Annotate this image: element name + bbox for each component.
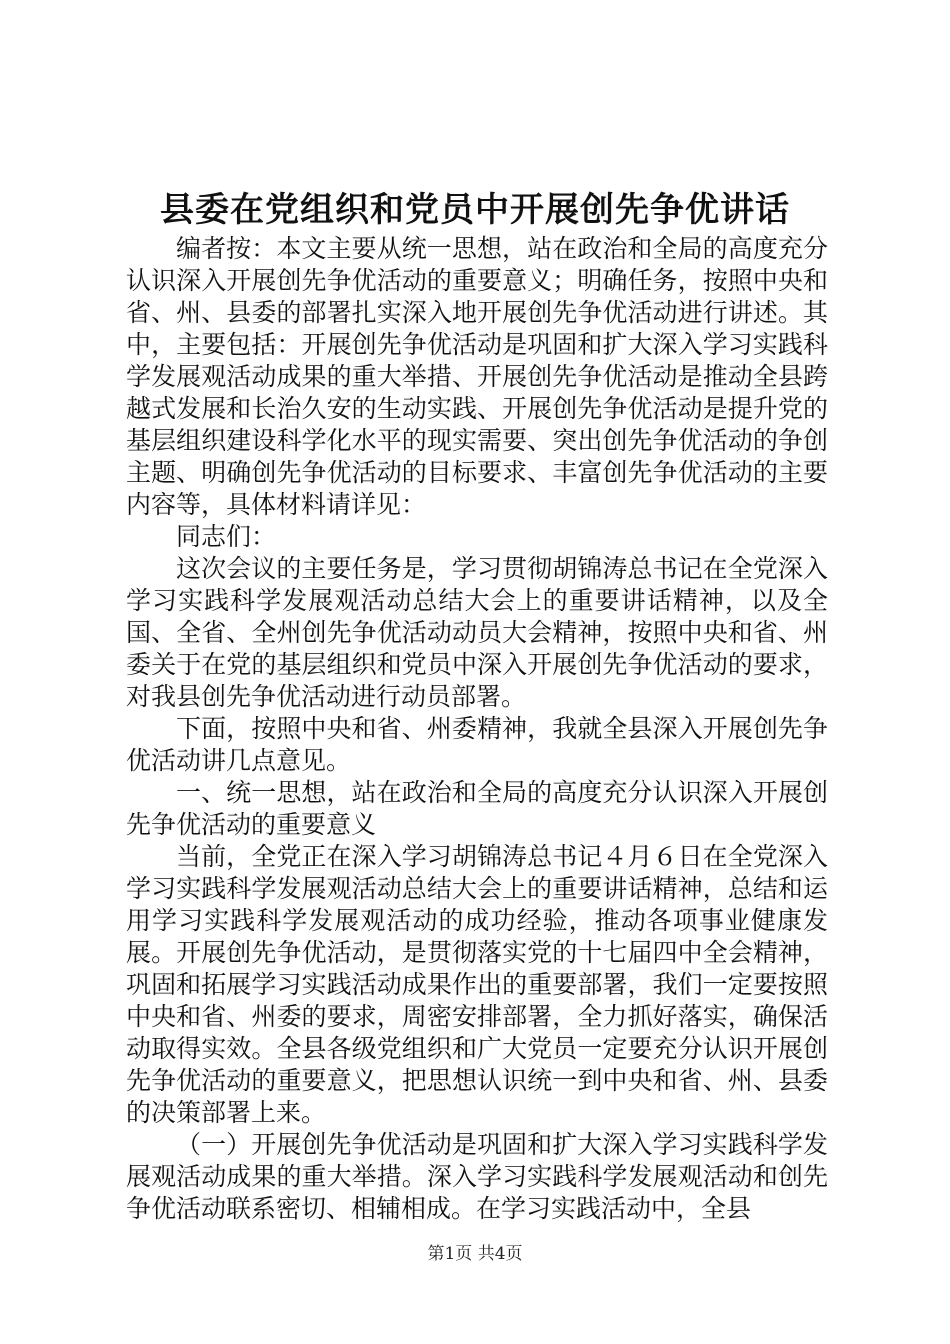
document-body xyxy=(126,233,828,1225)
subsection-paragraph: （一）开展创先争优活动是巩固和扩大深入学习实践科学发展观活动成果的重大举措。深入学习实践科学发展观活动和创先争优活动联系密切、相辅相成。在学习实践活动中，全县 xyxy=(126,1130,828,1223)
salutation-paragraph: 同志们： xyxy=(176,522,277,551)
section-heading: 一、统一思想，站在政治和全局的高度充分认识深入开展创先争优活动的重要意义 xyxy=(126,778,828,839)
body-paragraph: 当前，全党正在深入学习胡锦涛总书记４月６日在全党深入学习实践科学发展观活动总结大会上的重要讲话精神，总结和运用学习实践科学发展观活动的成功经验，推动各项事业健康发展。开展创先争优活动，是贯彻落实党的十七届四中全会精神，巩固和拓展学习实践活动成果作出的重要部署，我们一定要按照中央和省、州委的要求，周密安排部署，全力抓好落实，确保活动取得实效。全县各级党组织和广大党员一定要充分认识开展创先争优活动的重要意义，把思想认识统一到中央和省、州、县委的决策部署上来。 xyxy=(126,842,828,1127)
body-paragraph: 下面，按照中央和省、州委精神，我就全县深入开展创先争优活动讲几点意见。 xyxy=(126,714,828,775)
page-number-footer: 第1页 共4页 xyxy=(427,1244,523,1264)
body-paragraph: 这次会议的主要任务是，学习贯彻胡锦涛总书记在全党深入学习实践科学发展观活动总结大会上的重要讲话精神，以及全国、全省、全州创先争优活动动员大会精神，按照中央和省、州委关于在党的基层组织和党员中深入开展创先争优活动的要求，对我县创先争优活动进行动员部署。 xyxy=(126,554,828,711)
editor-note-paragraph: 编者按：本文主要从统一思想，站在政治和全局的高度充分认识深入开展创先争优活动的重要意义；明确任务，按照中央和省、州、县委的部署扎实深入地开展创先争优活动进行讲述。其中，主要包括：开展创先争优活动是巩固和扩大深入学习实践科学发展观活动成果的重大举措、开展创先争优活动是推动全县跨越式发展和长治久安的生动实践、开展创先争优活动是提升党的基层组织建设科学化水平的现实需要、突出创先争优活动的争创主题、明确创先争优活动的目标要求、丰富创先争优活动的主要内容等，具体材料请详见： xyxy=(126,234,828,519)
document-title: 县委在党组织和党员中开展创先争优讲话 xyxy=(160,190,790,230)
